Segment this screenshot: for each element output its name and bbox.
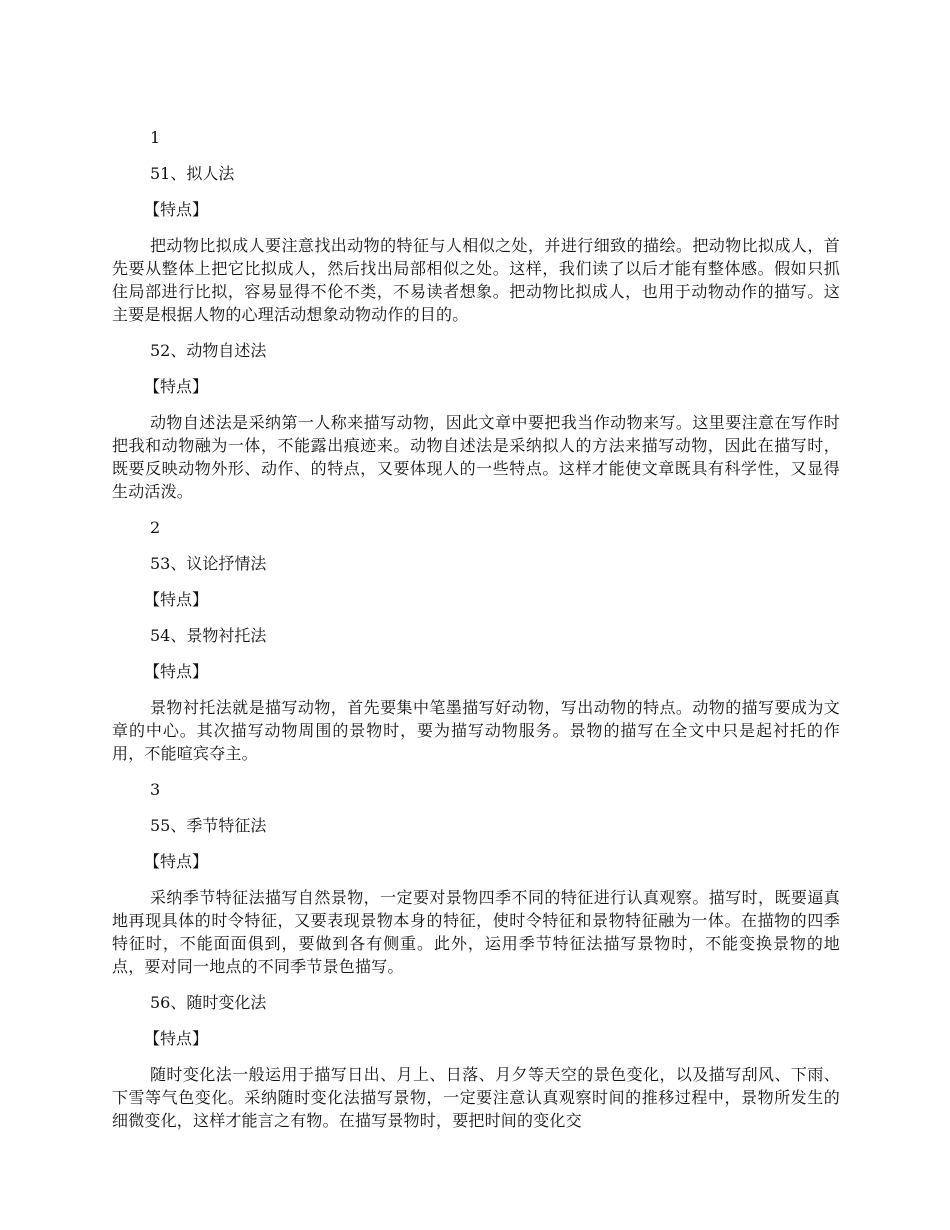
body-paragraph: 把动物比拟成人要注意找出动物的特征与人相似之处，并进行细致的描绘。把动物比拟成人，首先要从整体上把它比拟成人，然后找出局部相似之处。这样，我们读了以后才能有整体感。假如只抓住局部进行比拟，容易显得不伦不类，不易读者想象。把动物比拟成人，也用于动物动作的描写。这主要是根据人物的心理活动想象动物动作的目的。 [112,236,840,324]
document-content [112,126,840,1145]
feature-label: 【特点】 [144,590,209,609]
section-number: 2 [150,518,161,537]
method-heading: 56、随时变化法 [150,993,267,1012]
method-heading: 54、景物衬托法 [150,626,267,645]
method-heading: 55、季节特征法 [150,816,267,835]
body-paragraph: 景物衬托法就是描写动物，首先要集中笔墨描写好动物，写出动物的特点。动物的描写要成为文章的中心。其次描写动物周围的景物时，要为描写动物服务。景物的描写在全文中只是起衬托的作用，不能喧宾夺主。 [112,698,840,763]
section-number: 3 [150,780,161,799]
section-number: 1 [150,128,161,147]
body-paragraph: 采纳季节特征法描写自然景物，一定要对景物四季不同的特征进行认真观察。描写时，既要逼真地再现具体的时令特征，又要表现景物本身的特征，使时令特征和景物特征融为一体。在描物的四季特征时，不能面面俱到，要做到各有侧重。此外，运用季节特征法描写景物时，不能变换景物的地点，要对同一地点的不同季节景色描写。 [112,888,840,976]
method-heading: 53、议论抒情法 [150,554,267,573]
feature-label: 【特点】 [144,1029,209,1048]
feature-label: 【特点】 [144,662,209,681]
method-heading: 52、动物自述法 [150,341,267,360]
feature-label: 【特点】 [144,200,209,219]
feature-label: 【特点】 [144,852,209,871]
body-paragraph: 动物自述法是采纳第一人称来描写动物，因此文章中要把我当作动物来写。这里要注意在写作时把我和动物融为一体，不能露出痕迹来。动物自述法是采纳拟人的方法来描写动物，因此在描写时，既要反映动物外形、动作、的特点，又要体现人的一些特点。这样才能使文章既具有科学性，又显得生动活泼。 [112,413,840,501]
feature-label: 【特点】 [144,377,209,396]
method-heading: 51、拟人法 [150,164,235,183]
body-paragraph: 随时变化法一般运用于描写日出、月上、日落、月夕等天空的景色变化，以及描写刮风、下雨、下雪等气色变化。采纳随时变化法描写景物，一定要注意认真观察时间的推移过程中，景物所发生的细微变化，这样才能言之有物。在描写景物时，要把时间的变化交 [112,1065,840,1130]
